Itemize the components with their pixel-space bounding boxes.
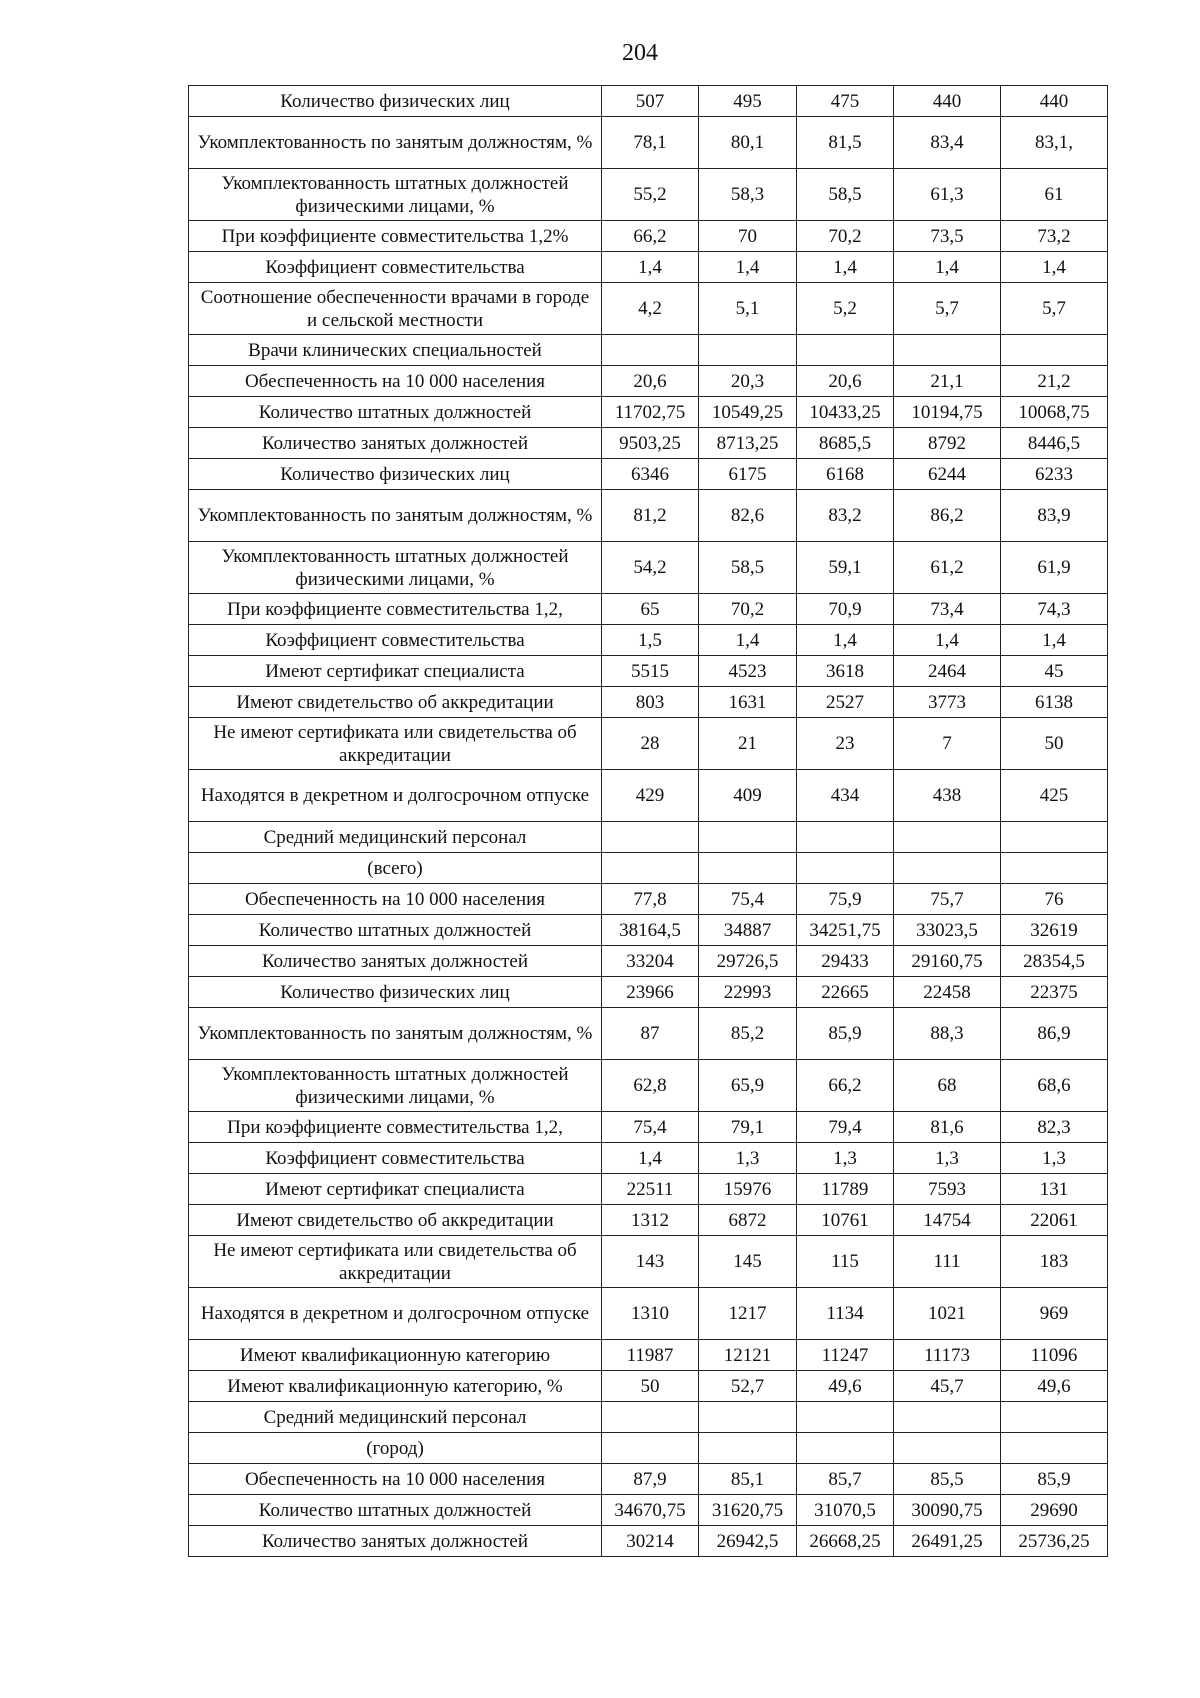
table-cell [1001, 1433, 1108, 1464]
row-label: Укомплектованность штатных должностей физическими лицами, % [189, 542, 602, 594]
table-row [189, 853, 1108, 884]
table-cell: 2464 [894, 656, 1001, 687]
table-cell [894, 822, 1001, 853]
table-cell: 70,2 [699, 594, 797, 625]
table-body [189, 86, 1108, 1557]
table-row [189, 718, 1108, 770]
table-cell: 1,3 [1001, 1143, 1108, 1174]
table-cell: 11096 [1001, 1340, 1108, 1371]
table-row [189, 1008, 1108, 1060]
table-row [189, 86, 1108, 117]
row-label: При коэффициенте совместительства 1,2, [189, 594, 602, 625]
table-cell [699, 335, 797, 366]
table-cell: 429 [602, 770, 699, 822]
row-label: Количество занятых должностей [189, 428, 602, 459]
table-row [189, 1526, 1108, 1557]
table-row [189, 490, 1108, 542]
row-label: При коэффициенте совместительства 1,2% [189, 221, 602, 252]
row-label: Укомплектованность по занятым должностям, % [189, 490, 602, 542]
table-cell: 49,6 [1001, 1371, 1108, 1402]
table-cell: 78,1 [602, 117, 699, 169]
table-cell: 80,1 [699, 117, 797, 169]
table-row [189, 977, 1108, 1008]
table-row [189, 1205, 1108, 1236]
table-cell: 58,3 [699, 169, 797, 221]
table-cell: 5,7 [894, 283, 1001, 335]
row-label: Не имеют сертификата или свидетельства об аккредитации [189, 718, 602, 770]
table-cell: 8446,5 [1001, 428, 1108, 459]
table-cell: 54,2 [602, 542, 699, 594]
table-cell [1001, 1402, 1108, 1433]
row-label: Количество физических лиц [189, 459, 602, 490]
table-cell: 28354,5 [1001, 946, 1108, 977]
table-cell: 30090,75 [894, 1495, 1001, 1526]
table-cell [1001, 335, 1108, 366]
table-cell: 29433 [797, 946, 894, 977]
table-cell: 34887 [699, 915, 797, 946]
table-cell [894, 853, 1001, 884]
table-row [189, 1143, 1108, 1174]
table-cell: 8792 [894, 428, 1001, 459]
table-cell: 1312 [602, 1205, 699, 1236]
table-cell: 143 [602, 1236, 699, 1288]
row-label: Укомплектованность по занятым должностям, % [189, 1008, 602, 1060]
table-cell: 79,1 [699, 1112, 797, 1143]
table-cell [699, 1433, 797, 1464]
table-cell: 969 [1001, 1288, 1108, 1340]
table-cell [1001, 822, 1108, 853]
table-cell: 507 [602, 86, 699, 117]
table-row [189, 1174, 1108, 1205]
table-row [189, 542, 1108, 594]
table-cell: 111 [894, 1236, 1001, 1288]
table-cell: 83,4 [894, 117, 1001, 169]
table-cell: 495 [699, 86, 797, 117]
table-cell: 34251,75 [797, 915, 894, 946]
table-row [189, 915, 1108, 946]
table-cell: 21,1 [894, 366, 1001, 397]
row-label: Коэффициент совместительства [189, 625, 602, 656]
row-label: Количество физических лиц [189, 977, 602, 1008]
table-cell: 52,7 [699, 1371, 797, 1402]
table-cell: 65 [602, 594, 699, 625]
table-cell: 14754 [894, 1205, 1001, 1236]
row-label: При коэффициенте совместительства 1,2, [189, 1112, 602, 1143]
table-cell: 70 [699, 221, 797, 252]
table-cell: 3773 [894, 687, 1001, 718]
table-row [189, 594, 1108, 625]
table-row [189, 117, 1108, 169]
table-cell: 115 [797, 1236, 894, 1288]
row-label: (всего) [189, 853, 602, 884]
table-cell: 12121 [699, 1340, 797, 1371]
table-cell: 79,4 [797, 1112, 894, 1143]
table-cell: 5,2 [797, 283, 894, 335]
row-label: Количество штатных должностей [189, 397, 602, 428]
table-cell: 81,2 [602, 490, 699, 542]
table-cell: 22511 [602, 1174, 699, 1205]
table-cell: 3618 [797, 656, 894, 687]
table-cell: 15976 [699, 1174, 797, 1205]
table-cell: 65,9 [699, 1060, 797, 1112]
table-row [189, 1402, 1108, 1433]
table-row [189, 169, 1108, 221]
table-cell: 1,5 [602, 625, 699, 656]
table-cell: 85,7 [797, 1464, 894, 1495]
table-cell: 28 [602, 718, 699, 770]
table-cell: 83,9 [1001, 490, 1108, 542]
table-cell: 23 [797, 718, 894, 770]
row-label: Количество штатных должностей [189, 1495, 602, 1526]
table-row [189, 221, 1108, 252]
table-cell: 68,6 [1001, 1060, 1108, 1112]
table-cell: 1,4 [1001, 625, 1108, 656]
table-cell: 1,4 [602, 252, 699, 283]
table-row [189, 428, 1108, 459]
table-cell: 23966 [602, 977, 699, 1008]
table-cell: 62,8 [602, 1060, 699, 1112]
table-cell: 45 [1001, 656, 1108, 687]
table-cell: 2527 [797, 687, 894, 718]
table-cell: 6138 [1001, 687, 1108, 718]
table-cell: 85,9 [1001, 1464, 1108, 1495]
table-cell: 11789 [797, 1174, 894, 1205]
table-cell: 11987 [602, 1340, 699, 1371]
table-cell: 8713,25 [699, 428, 797, 459]
row-label: Не имеют сертификата или свидетельства об аккредитации [189, 1236, 602, 1288]
row-label: Укомплектованность штатных должностей физическими лицами, % [189, 1060, 602, 1112]
table-cell: 1,3 [797, 1143, 894, 1174]
table-cell: 86,9 [1001, 1008, 1108, 1060]
table-row [189, 252, 1108, 283]
table-cell: 82,6 [699, 490, 797, 542]
table-cell: 61,2 [894, 542, 1001, 594]
table-cell: 75,7 [894, 884, 1001, 915]
table-cell: 70,2 [797, 221, 894, 252]
table-cell: 81,5 [797, 117, 894, 169]
row-label: Находятся в декретном и долгосрочном отпуске [189, 1288, 602, 1340]
table-cell: 83,2 [797, 490, 894, 542]
table-cell [894, 335, 1001, 366]
table-row [189, 946, 1108, 977]
table-cell: 183 [1001, 1236, 1108, 1288]
table-cell: 22375 [1001, 977, 1108, 1008]
table-cell: 85,2 [699, 1008, 797, 1060]
table-cell: 81,6 [894, 1112, 1001, 1143]
table-cell: 32619 [1001, 915, 1108, 946]
table-cell: 82,3 [1001, 1112, 1108, 1143]
table-cell: 1021 [894, 1288, 1001, 1340]
table-cell: 34670,75 [602, 1495, 699, 1526]
table-cell: 6168 [797, 459, 894, 490]
table-cell: 26668,25 [797, 1526, 894, 1557]
table-cell: 77,8 [602, 884, 699, 915]
table-cell: 21 [699, 718, 797, 770]
table-cell [1001, 853, 1108, 884]
table-cell: 45,7 [894, 1371, 1001, 1402]
table-cell: 5,1 [699, 283, 797, 335]
table-cell: 85,1 [699, 1464, 797, 1495]
table-cell [602, 1402, 699, 1433]
row-label: Коэффициент совместительства [189, 252, 602, 283]
table-row [189, 335, 1108, 366]
table-cell: 85,5 [894, 1464, 1001, 1495]
table-cell: 59,1 [797, 542, 894, 594]
row-label: Имеют свидетельство об аккредитации [189, 1205, 602, 1236]
row-label: Имеют квалификационную категорию [189, 1340, 602, 1371]
table-row [189, 1495, 1108, 1526]
table-cell: 1,4 [797, 252, 894, 283]
table-cell: 1217 [699, 1288, 797, 1340]
table-cell: 1631 [699, 687, 797, 718]
row-label: Обеспеченность на 10 000 населения [189, 884, 602, 915]
table-cell: 20,6 [797, 366, 894, 397]
table-cell [797, 1402, 894, 1433]
table-cell: 131 [1001, 1174, 1108, 1205]
table-row [189, 1288, 1108, 1340]
table-cell: 6346 [602, 459, 699, 490]
table-cell: 5515 [602, 656, 699, 687]
table-cell: 10068,75 [1001, 397, 1108, 428]
table-cell: 440 [1001, 86, 1108, 117]
table-cell: 409 [699, 770, 797, 822]
table-cell: 9503,25 [602, 428, 699, 459]
table-cell [797, 1433, 894, 1464]
table-cell [797, 853, 894, 884]
table-cell: 1,3 [894, 1143, 1001, 1174]
table-cell: 33023,5 [894, 915, 1001, 946]
table-cell: 75,4 [602, 1112, 699, 1143]
row-label: Имеют сертификат специалиста [189, 656, 602, 687]
table-cell: 87 [602, 1008, 699, 1060]
row-label: Имеют сертификат специалиста [189, 1174, 602, 1205]
table-cell: 803 [602, 687, 699, 718]
page-number: 204 [622, 40, 658, 66]
table-cell [797, 335, 894, 366]
table-cell: 31070,5 [797, 1495, 894, 1526]
row-label: Обеспеченность на 10 000 населения [189, 1464, 602, 1495]
table-cell: 438 [894, 770, 1001, 822]
table-row [189, 397, 1108, 428]
table-cell: 434 [797, 770, 894, 822]
table-cell [894, 1402, 1001, 1433]
table-row [189, 1464, 1108, 1495]
statistics-table [188, 85, 1108, 1557]
table-cell: 1,3 [699, 1143, 797, 1174]
table-row [189, 1433, 1108, 1464]
table-cell: 10194,75 [894, 397, 1001, 428]
table-cell: 29726,5 [699, 946, 797, 977]
table-cell [602, 335, 699, 366]
table-cell: 61 [1001, 169, 1108, 221]
table-cell: 68 [894, 1060, 1001, 1112]
row-label: Средний медицинский персонал [189, 822, 602, 853]
table-cell: 26491,25 [894, 1526, 1001, 1557]
table-row [189, 1236, 1108, 1288]
table-cell: 11173 [894, 1340, 1001, 1371]
table-cell: 75,4 [699, 884, 797, 915]
table-cell: 1,4 [797, 625, 894, 656]
table-cell: 87,9 [602, 1464, 699, 1495]
table-cell: 22458 [894, 977, 1001, 1008]
table-cell: 11702,75 [602, 397, 699, 428]
table-row [189, 884, 1108, 915]
table-row [189, 1112, 1108, 1143]
row-label: Количество занятых должностей [189, 1526, 602, 1557]
table-cell: 85,9 [797, 1008, 894, 1060]
row-label: Коэффициент совместительства [189, 1143, 602, 1174]
table-cell: 10433,25 [797, 397, 894, 428]
table-cell: 20,6 [602, 366, 699, 397]
table-cell: 5,7 [1001, 283, 1108, 335]
table-cell: 61,9 [1001, 542, 1108, 594]
table-row [189, 625, 1108, 656]
row-label: Соотношение обеспеченности врачами в городе и сельской местности [189, 283, 602, 335]
table-cell [602, 1433, 699, 1464]
table-cell: 1,4 [1001, 252, 1108, 283]
table-row [189, 1371, 1108, 1402]
table-cell: 55,2 [602, 169, 699, 221]
table-cell: 1,4 [894, 625, 1001, 656]
table-cell: 425 [1001, 770, 1108, 822]
table-cell: 440 [894, 86, 1001, 117]
table-cell: 66,2 [602, 221, 699, 252]
row-label: Количество занятых должностей [189, 946, 602, 977]
table-cell: 20,3 [699, 366, 797, 397]
table-cell: 33204 [602, 946, 699, 977]
table-cell: 29160,75 [894, 946, 1001, 977]
table-cell: 70,9 [797, 594, 894, 625]
table-cell: 29690 [1001, 1495, 1108, 1526]
table-cell [602, 853, 699, 884]
table-cell: 1,4 [894, 252, 1001, 283]
table-cell: 66,2 [797, 1060, 894, 1112]
table-cell: 61,3 [894, 169, 1001, 221]
row-label: (город) [189, 1433, 602, 1464]
table-cell: 76 [1001, 884, 1108, 915]
table-cell: 6175 [699, 459, 797, 490]
row-label: Укомплектованность штатных должностей физическими лицами, % [189, 169, 602, 221]
table-cell: 7593 [894, 1174, 1001, 1205]
table-cell [602, 822, 699, 853]
table-cell: 58,5 [699, 542, 797, 594]
row-label: Врачи клинических специальностей [189, 335, 602, 366]
table-cell: 38164,5 [602, 915, 699, 946]
table-cell: 75,9 [797, 884, 894, 915]
table-cell [894, 1433, 1001, 1464]
table-cell: 6872 [699, 1205, 797, 1236]
table-row [189, 1060, 1108, 1112]
table-cell: 22993 [699, 977, 797, 1008]
table-row [189, 822, 1108, 853]
table-cell [699, 822, 797, 853]
table-cell: 475 [797, 86, 894, 117]
row-label: Обеспеченность на 10 000 населения [189, 366, 602, 397]
table-row [189, 459, 1108, 490]
table-cell: 26942,5 [699, 1526, 797, 1557]
table-cell: 6244 [894, 459, 1001, 490]
table-cell: 1,4 [699, 625, 797, 656]
table-row [189, 283, 1108, 335]
table-cell: 10549,25 [699, 397, 797, 428]
table-cell: 50 [1001, 718, 1108, 770]
table-cell: 1134 [797, 1288, 894, 1340]
table-cell: 74,3 [1001, 594, 1108, 625]
table-cell: 50 [602, 1371, 699, 1402]
table-cell: 88,3 [894, 1008, 1001, 1060]
table-cell: 8685,5 [797, 428, 894, 459]
table-cell [699, 1402, 797, 1433]
table-cell: 58,5 [797, 169, 894, 221]
table-cell: 1,4 [602, 1143, 699, 1174]
table-cell: 7 [894, 718, 1001, 770]
table-cell: 21,2 [1001, 366, 1108, 397]
table-cell: 86,2 [894, 490, 1001, 542]
row-label: Находятся в декретном и долгосрочном отпуске [189, 770, 602, 822]
table-row [189, 770, 1108, 822]
table-cell: 83,1, [1001, 117, 1108, 169]
table-cell: 6233 [1001, 459, 1108, 490]
table-row [189, 687, 1108, 718]
row-label: Имеют квалификационную категорию, % [189, 1371, 602, 1402]
table-row [189, 656, 1108, 687]
table-cell: 31620,75 [699, 1495, 797, 1526]
table-cell: 11247 [797, 1340, 894, 1371]
table-cell [699, 853, 797, 884]
table-cell: 1310 [602, 1288, 699, 1340]
table-cell: 4523 [699, 656, 797, 687]
table-cell: 73,5 [894, 221, 1001, 252]
table-cell [797, 822, 894, 853]
row-label: Средний медицинский персонал [189, 1402, 602, 1433]
table-cell: 49,6 [797, 1371, 894, 1402]
table-cell: 73,2 [1001, 221, 1108, 252]
table-cell: 4,2 [602, 283, 699, 335]
table-cell: 22061 [1001, 1205, 1108, 1236]
row-label: Укомплектованность по занятым должностям, % [189, 117, 602, 169]
table-row [189, 1340, 1108, 1371]
table-cell: 1,4 [699, 252, 797, 283]
table-row [189, 366, 1108, 397]
table-cell: 30214 [602, 1526, 699, 1557]
table-cell: 145 [699, 1236, 797, 1288]
table-cell: 22665 [797, 977, 894, 1008]
row-label: Количество штатных должностей [189, 915, 602, 946]
table-cell: 10761 [797, 1205, 894, 1236]
table-cell: 25736,25 [1001, 1526, 1108, 1557]
table-cell: 73,4 [894, 594, 1001, 625]
row-label: Количество физических лиц [189, 86, 602, 117]
row-label: Имеют свидетельство об аккредитации [189, 687, 602, 718]
